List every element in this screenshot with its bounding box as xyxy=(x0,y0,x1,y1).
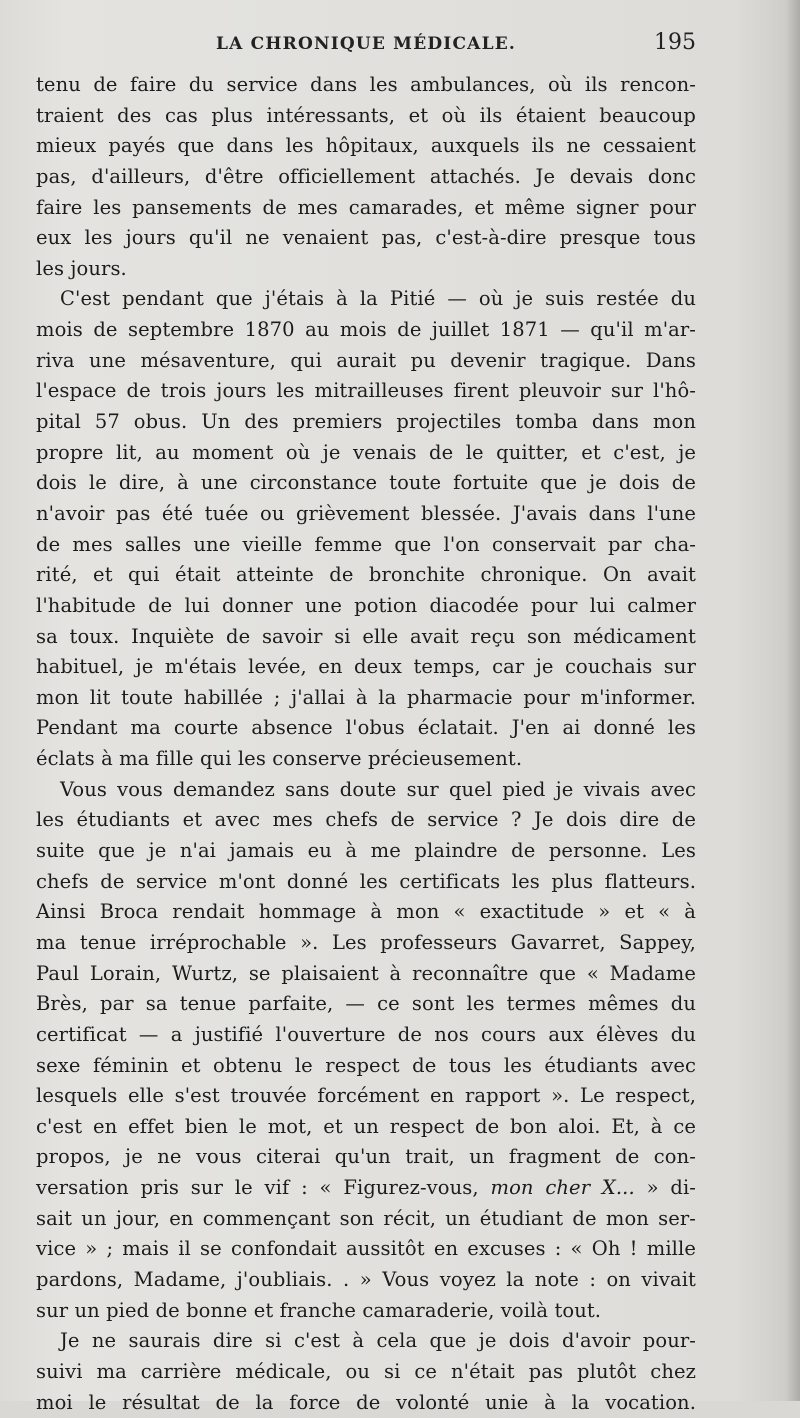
running-title: LA CHRONIQUE MÉDICALE. xyxy=(215,34,516,54)
text-line: Brès, par sa tenue parfaite, — ce sont les termes mêmes du xyxy=(36,992,696,1016)
text-line: propos, je ne vous citerai qu'un trait, un fragment de con- xyxy=(36,1145,696,1169)
italic-phrase: mon cher X... xyxy=(490,1176,635,1200)
text-line: Ainsi Broca rendait hommage à mon « exactitude » et « à xyxy=(36,900,696,924)
text-line: traient des cas plus intéressants, et où ils étaient beaucoup xyxy=(36,103,696,127)
text-line: suite que je n'ai jamais eu à me plaindre de personne. Les xyxy=(36,839,696,863)
text-line: lesquels elle s'est trouvée forcément en rapport ». Le respect, xyxy=(36,1084,696,1108)
text-line: rité, et qui était atteinte de bronchite chronique. On avait xyxy=(36,563,696,587)
text-line: eux les jours qu'il ne venaient pas, c'est-à-dire presque tous xyxy=(36,226,696,250)
text-line: mois de septembre 1870 au mois de juillet 1871 — qu'il m'ar- xyxy=(36,318,696,342)
text-line: mieux payés que dans les hôpitaux, auxquels ils ne cessaient xyxy=(36,134,696,158)
text-line: moi le résultat de la force de volonté unie à la vocation. xyxy=(36,1390,696,1414)
text-line: pas, d'ailleurs, d'être officiellement attachés. Je devais donc xyxy=(36,164,696,188)
text-line: Je ne saurais dire si c'est à cela que je dois d'avoir pour- xyxy=(60,1329,696,1353)
text-line: sait un jour, en commençant son récit, un étudiant de mon ser- xyxy=(36,1206,696,1230)
text-line: Paul Lorain, Wurtz, se plaisaient à reconnaître que « Madame xyxy=(36,961,696,985)
text-line: les étudiants et avec mes chefs de service ? Je dois dire de xyxy=(36,808,696,832)
text-segment: versation pris sur le vif : « Figurez-vous, xyxy=(36,1176,491,1200)
text-segment: » di- xyxy=(634,1176,696,1200)
text-line: mon lit toute habillée ; j'allai à la pharmacie pour m'informer. xyxy=(36,685,696,709)
page-number: 195 xyxy=(654,30,696,55)
text-line: dois le dire, à une circonstance toute fortuite que je dois de xyxy=(36,471,696,495)
text-line: les jours. xyxy=(36,256,127,280)
text-line xyxy=(36,1173,696,1204)
text-line: l'espace de trois jours les mitrailleuses firent pleuvoir sur l'hô- xyxy=(36,379,696,403)
text-line: sa toux. Inquiète de savoir si elle avait reçu son médicament xyxy=(36,624,696,648)
text-line: tenu de faire du service dans les ambulances, où ils rencon- xyxy=(36,73,696,96)
text-line: certificat — a justifié l'ouverture de nos cours aux élèves du xyxy=(36,1022,696,1046)
text-line: de mes salles une vieille femme que l'on conservait par cha- xyxy=(36,532,696,556)
text-line: sexe féminin et obtenu le respect de tous les étudiants avec xyxy=(36,1053,696,1077)
text-line: riva une mésaventure, qui aurait pu devenir tragique. Dans xyxy=(36,348,696,372)
text-line: pital 57 obus. Un des premiers projectiles tomba dans mon xyxy=(36,410,696,434)
text-line: propre lit, au moment où je venais de le quitter, et c'est, je xyxy=(36,440,696,464)
text-line: ma tenue irréprochable ». Les professeurs Gavarret, Sappey, xyxy=(36,930,696,954)
body-text xyxy=(36,70,696,1418)
text-line: Pendant ma courte absence l'obus éclatait. J'en ai donné les xyxy=(36,716,696,740)
text-line: C'est pendant que j'étais à la Pitié — où je suis restée du xyxy=(60,287,696,311)
text-line: sur un pied de bonne et franche camaraderie, voilà tout. xyxy=(36,1298,602,1322)
text-line: l'habitude de lui donner une potion diacodée pour lui calmer xyxy=(36,593,696,617)
running-head xyxy=(36,30,696,60)
text-line: vice » ; mais il se confondait aussitôt en excuses : « Oh ! mille xyxy=(36,1237,696,1261)
text-line: éclats à ma fille qui les conserve précieusement. xyxy=(36,747,523,771)
text-line: habituel, je m'étais levée, en deux temps, car je couchais sur xyxy=(36,655,696,679)
text-line: Vous vous demandez sans doute sur quel pied je vivais avec xyxy=(60,777,696,801)
text-line: chefs de service m'ont donné les certificats les plus flatteurs. xyxy=(36,869,696,893)
text-line: pardons, Madame, j'oubliais. . » Vous voyez la note : on vivait xyxy=(36,1267,696,1291)
text-line: faire les pansements de mes camarades, et même signer pour xyxy=(36,195,696,219)
text-line: c'est en effet bien le mot, et un respect de bon aloi. Et, à ce xyxy=(36,1114,696,1138)
text-line: suivi ma carrière médicale, ou si ce n'était pas plutôt chez xyxy=(36,1359,696,1383)
text-line: n'avoir pas été tuée ou grièvement blessée. J'avais dans l'une xyxy=(36,501,696,525)
